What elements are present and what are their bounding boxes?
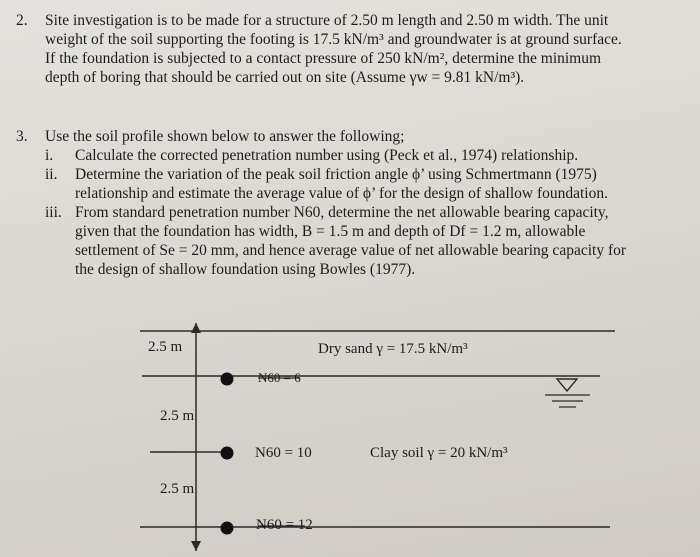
question-2-line-2: weight of the soil supporting the footing is 17.5 kN/m³ and groundwater is at ground surface.	[45, 31, 622, 48]
question-3-part-iii	[45, 203, 685, 279]
spt-point-1	[221, 373, 234, 386]
water-table-icon	[545, 379, 590, 407]
question-3-number: 3.	[16, 128, 28, 145]
spt-label-1: N60 = 6	[258, 370, 301, 385]
clay-label: Clay soil γ = 20 kN/m³	[370, 445, 508, 461]
layer-1-thickness: 2.5 m	[148, 339, 183, 355]
question-2-body	[45, 11, 685, 87]
dry-sand-label: Dry sand γ = 17.5 kN/m³	[318, 341, 468, 357]
dimension-arrow-top	[191, 323, 201, 333]
question-2-line-3: If the foundation is subjected to a contact pressure of 250 kN/m², determine the minimum	[45, 50, 602, 67]
spt-label-2: N60 = 10	[255, 445, 312, 461]
question-2-line-1: Site investigation is to be made for a structure of 2.50 m length and 2.50 m width. The unit	[45, 12, 609, 29]
part-iii-line-2: given that the foundation has width, B = 1.5 m and depth of Df = 1.2 m, allowable	[75, 223, 586, 240]
spt-point-3	[221, 522, 234, 535]
part-ii-numeral: ii.	[45, 166, 58, 183]
soil-profile-diagram	[0, 315, 700, 557]
part-iii-numeral: iii.	[45, 204, 62, 221]
spt-point-2	[221, 447, 234, 460]
question-2-number: 2.	[16, 12, 28, 29]
question-2-line-4: depth of boring that should be carried out on site (Assume γw = 9.81 kN/m³).	[45, 69, 525, 86]
dimension-arrow-bottom	[191, 541, 201, 551]
question-3-part-i	[45, 146, 685, 165]
question-3-body	[45, 127, 685, 279]
part-ii-line-2: relationship and estimate the average value of ϕ’ for the design of shallow foundation.	[75, 185, 608, 202]
layer-2-thickness: 2.5 m	[160, 408, 195, 424]
part-ii-line-1: Determine the variation of the peak soil friction angle ϕ’ using Schmertmann (1975)	[75, 166, 597, 183]
question-3-intro: Use the soil profile shown below to answer the following;	[45, 128, 405, 145]
spt-label-3: N60 = 12	[256, 517, 313, 533]
part-i-line-1: Calculate the corrected penetration number using (Peck et al., 1974) relationship.	[75, 147, 579, 164]
part-iii-line-3: settlement of Se = 20 mm, and hence average value of net allowable bearing capacity for	[75, 242, 627, 259]
question-3-part-ii	[45, 165, 685, 203]
layer-3-thickness: 2.5 m	[160, 481, 195, 497]
part-i-numeral: i.	[45, 147, 54, 164]
part-iii-line-1: From standard penetration number N60, determine the net allowable bearing capacity,	[75, 204, 609, 221]
part-iii-line-4: the design of shallow foundation using Bowles (1977).	[75, 261, 416, 278]
